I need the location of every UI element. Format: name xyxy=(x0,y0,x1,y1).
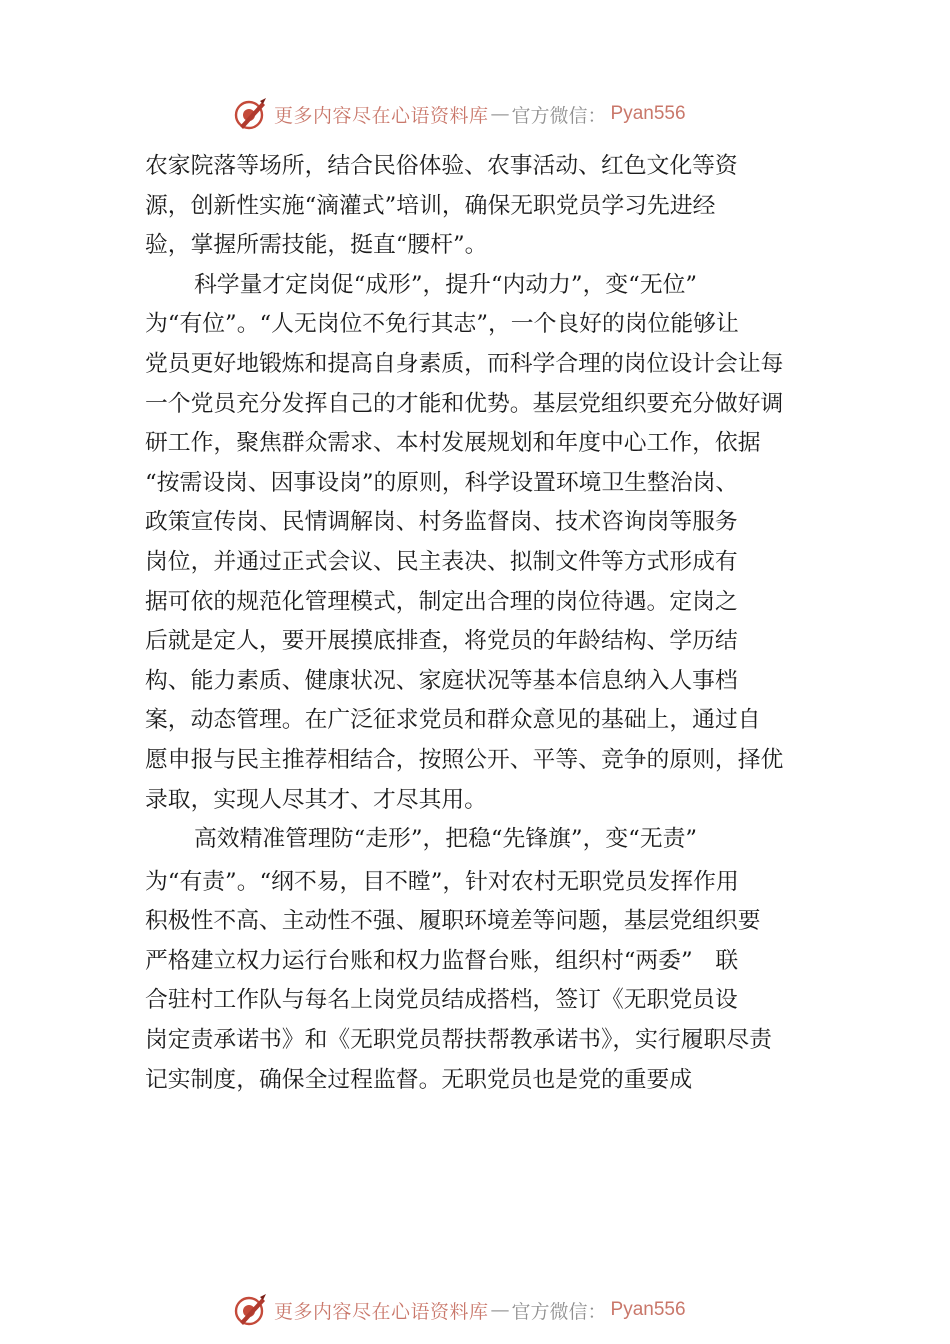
body-line: 构、能力素质、健康状况、家庭状况等基本信息纳入人事档 xyxy=(145,667,738,694)
body-line: 源，创新性实施“滴灌式”培训，确保无职党员学习先进经 xyxy=(145,192,716,219)
footer-separator: — xyxy=(490,1299,510,1321)
header-site-text: 更多内容尽在心语资料库 xyxy=(274,104,489,127)
body-line: 岗位，并通过正式会议、民主表决、拟制文件等方式形成有 xyxy=(145,548,738,575)
body-line: 积极性不高、主动性不强、履职环境差等问题，基层党组织要 xyxy=(145,908,761,935)
body-line: 案，动态管理。在广泛征求党员和群众意见的基础上，通过自 xyxy=(145,707,761,734)
footer-account-id: Pyan556 xyxy=(610,1299,686,1320)
body-line: 据可依的规范化管理模式，制定出合理的岗位待遇。定岗之 xyxy=(145,588,738,615)
body-line: 愿申报与民主推荐相结合，按照公开、平等、竞争的原则，择优 xyxy=(145,746,784,773)
body-line: 岗定责承诺书》和《无职党员帮扶帮教承诺书》，实行履职尽责 xyxy=(145,1027,772,1054)
footer-site-text: 更多内容尽在心语资料库 xyxy=(274,1300,489,1323)
body-line: 录取，实现人尽其才、才尽其用。 xyxy=(145,786,487,813)
body-line: 研工作，聚焦群众需求、本村发展规划和年度中心工作，依据 xyxy=(145,430,761,457)
body-line: 为“有责”。“纲不易，目不瞠”，针对农村无职党员发挥作用 xyxy=(145,868,739,895)
header-official-label: 官方微信： xyxy=(511,104,607,127)
pen-logo-icon xyxy=(232,1292,268,1328)
body-line: 党员更好地锻炼和提高自身素质，而科学合理的岗位设计会让每 xyxy=(145,350,784,377)
body-line: 记实制度，确保全过程监督。无职党员也是党的重要成 xyxy=(145,1066,693,1093)
document-body xyxy=(145,147,825,1100)
body-line: 验，掌握所需技能，挺直“腰杆”。 xyxy=(145,232,488,259)
body-line: “按需设岗、因事设岗”的原则，科学设置环境卫生整治岗、 xyxy=(145,469,739,496)
header-separator: — xyxy=(490,103,510,125)
body-line: 严格建立权力运行台账和权力监督台账，组织村“两委” 联 xyxy=(145,947,739,974)
body-line: 合驻村工作队与每名上岗党员结成搭档，签订《无职党员设 xyxy=(145,987,738,1014)
footer-official-label: 官方微信： xyxy=(511,1300,607,1323)
body-line: 后就是定人，要开展摸底排查，将党员的年龄结构、学历结 xyxy=(145,628,738,655)
body-line: 农家院落等场所，结合民俗体验、农事活动、红色文化等资 xyxy=(145,153,738,179)
body-line: 一个党员充分发挥自己的才能和优势。基层党组织要充分做好调 xyxy=(145,390,784,417)
paragraph-heading-line: 高效精准管理防“走形”，把稳“先锋旗”，变“无责” xyxy=(194,826,698,853)
body-line: 政策宣传岗、民情调解岗、村务监督岗、技术咨询岗等服务 xyxy=(145,509,738,536)
pen-logo-icon xyxy=(232,96,268,132)
paragraph-heading-line: 科学量才定岗促“成形”，提升“内动力”，变“无位” xyxy=(194,271,698,298)
header-watermark xyxy=(232,94,752,134)
header-account-id: Pyan556 xyxy=(610,103,686,124)
body-line: 为“有位”。“人无岗位不免行其志”，一个良好的岗位能够让 xyxy=(145,311,739,338)
footer-watermark xyxy=(232,1290,752,1330)
